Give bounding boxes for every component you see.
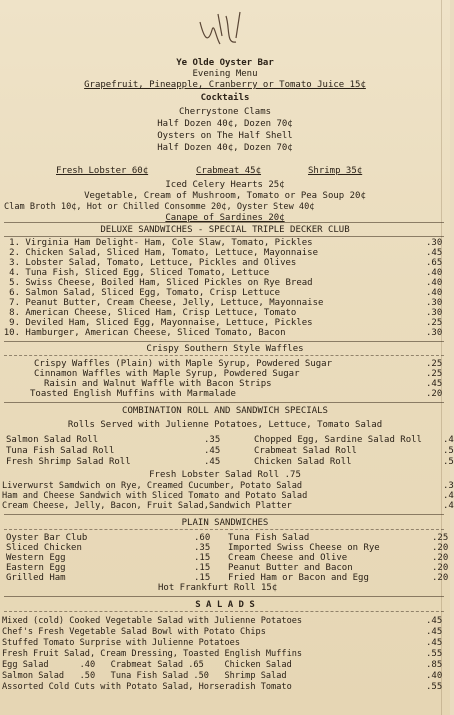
cocktail-line: Oysters on The Half Shell [157, 131, 293, 141]
menu-subtitle: Evening Menu [192, 69, 258, 79]
seafood-lobster: Fresh Lobster 60¢ [56, 166, 149, 176]
plain-right-price: .20 [432, 553, 449, 563]
appetizer-line: Canape of Sardines 20¢ [165, 213, 285, 223]
plain-left-item: Eastern Egg [6, 563, 66, 573]
item-price: .45 [426, 627, 443, 637]
combo-left-price: .35 [204, 435, 221, 445]
menu-title: Ye Olde Oyster Bar [176, 58, 274, 68]
section-rule [4, 529, 444, 530]
menu-item: Stuffed Tomato Surprise with Julienne Potatoes [2, 638, 240, 648]
item-price: .30 [426, 298, 443, 308]
appetizer-line: Clam Broth 10¢, Hot or Chilled Consomme 20¢, Oyster Stew 40¢ [4, 202, 315, 212]
plain-left-price: .15 [194, 573, 211, 583]
menu-item: Fresh Fruit Salad, Cream Dressing, Toasted English Muffins [2, 649, 303, 659]
item-price: .3 [443, 481, 454, 491]
item-price: .45 [426, 248, 443, 258]
plain-left-price: .60 [194, 533, 211, 543]
combo-subheading: Rolls Served with Julienne Potatoes, Lettuce, Tomato Salad [67, 420, 383, 430]
item-price: .25 [426, 369, 443, 379]
plain-right-item: Peanut Butter and Bacon [228, 563, 353, 573]
combo-right-item: Chopped Egg, Sardine Salad Roll [254, 435, 422, 445]
combo-left-price: .45 [204, 446, 221, 456]
plain-heading: PLAIN SANDWICHES [181, 518, 269, 528]
plain-left-item: Grilled Ham [6, 573, 66, 583]
cocktails-heading: Cocktails [200, 93, 250, 103]
lobster-roll: Fresh Lobster Salad Roll .75 [149, 470, 301, 480]
plain-left-item: Oyster Bar Club [6, 533, 88, 543]
section-rule [4, 355, 444, 356]
section-rule [4, 596, 444, 597]
menu-item: Chef's Fresh Vegetable Salad Bowl with Potato Chips [2, 627, 266, 637]
item-price: .4 [443, 501, 454, 511]
plain-left-price: .35 [194, 543, 211, 553]
menu-item: 5. Swiss Cheese, Boiled Ham, Sliced Pickles on Rye Bread [9, 278, 313, 288]
plain-right-price: .25 [432, 533, 449, 543]
item-price: .55 [426, 682, 443, 692]
item-price: .30 [426, 238, 443, 248]
plain-left-price: .15 [194, 563, 211, 573]
item-price: .40 [426, 671, 443, 681]
section-rule [4, 514, 444, 515]
seafood-shrimp: Shrimp 35¢ [308, 166, 363, 176]
plain-left-item: Sliced Chicken [6, 543, 82, 553]
item-price: .45 [426, 379, 443, 389]
menu-item: 2. Chicken Salad, Sliced Ham, Tomato, Lettuce, Mayonnaise [9, 248, 319, 258]
menu-item: Assorted Cold Cuts with Potato Salad, Horseradish Tomato [2, 682, 292, 692]
menu-item: Crispy Waffles (Plain) with Maple Syrup, Powdered Sugar [34, 359, 333, 369]
appetizer-line: Iced Celery Hearts 25¢ [165, 180, 285, 190]
menu-item: 8. American Cheese, Sliced Ham, Crisp Lettuce, Tomato [9, 308, 297, 318]
item-price: .25 [426, 318, 443, 328]
combo-left-item: Salmon Salad Roll [6, 435, 99, 445]
item-price: .30 [426, 328, 443, 338]
menu-item: Egg Salad .40 Crabmeat Salad .65 Chicken Salad [2, 660, 292, 670]
plain-right-item: Tuna Fish Salad [228, 533, 310, 543]
item-price: .4 [443, 491, 454, 501]
combo-right-price: .5 [443, 457, 454, 467]
juices-line: Grapefruit, Pineapple, Cranberry or Tomato Juice 15¢ [84, 80, 366, 90]
waffles-heading: Crispy Southern Style Waffles [146, 344, 304, 354]
plain-left-item: Western Egg [6, 553, 66, 563]
combo-right-item: Chicken Salad Roll [254, 457, 352, 467]
salads-heading: S A L A D S [195, 600, 255, 610]
menu-item: Salmon Salad .50 Tuna Fish Salad .50 Shrimp Salad [2, 671, 287, 681]
menu-item: 7. Peanut Butter, Cream Cheese, Jelly, Lettuce, Mayonnaise [9, 298, 324, 308]
seafood-crabmeat: Crabmeat 45¢ [196, 166, 262, 176]
item-price: .55 [426, 649, 443, 659]
combo-right-item: Crabmeat Salad Roll [254, 446, 357, 456]
section-rule [4, 341, 444, 342]
plain-right-item: Fried Ham or Bacon and Egg [228, 573, 369, 583]
combo-right-price: .5 [443, 446, 454, 456]
menu-item: 10. Hamburger, American Cheese, Sliced Tomato, Bacon [3, 328, 286, 338]
plain-right-price: .20 [432, 573, 449, 583]
item-price: .65 [426, 258, 443, 268]
menu-item: 3. Lobster Salad, Tomato, Lettuce, Pickles and Olives [9, 258, 297, 268]
section-rule [4, 611, 444, 612]
section-rule [4, 236, 444, 237]
menu-item: 4. Tuna Fish, Sliced Egg, Sliced Tomato, Lettuce [9, 268, 270, 278]
item-price: .40 [426, 278, 443, 288]
handwritten-mark [196, 8, 250, 52]
item-price: .40 [426, 288, 443, 298]
item-price: .45 [426, 616, 443, 626]
combo-heading: COMBINATION ROLL AND SANDWICH SPECIALS [122, 406, 328, 416]
menu-item: Cream Cheese, Jelly, Bacon, Fruit Salad,Sandwich Platter [2, 501, 292, 511]
plain-left-price: .15 [194, 553, 211, 563]
cocktail-line: Half Dozen 40¢, Dozen 70¢ [157, 119, 293, 129]
plain-right-price: .20 [432, 563, 449, 573]
section-rule [4, 402, 444, 403]
frankfurt-roll: Hot Frankfurt Roll 15¢ [158, 583, 278, 593]
item-price: .40 [426, 268, 443, 278]
plain-right-item: Imported Swiss Cheese on Rye [228, 543, 380, 553]
combo-left-price: .45 [204, 457, 221, 467]
menu-item: Mixed (cold) Cooked Vegetable Salad with Julienne Potatoes [2, 616, 303, 626]
item-price: .20 [426, 389, 443, 399]
deluxe-heading: DELUXE SANDWICHES - SPECIAL TRIPLE DECKER CLUB [100, 225, 350, 235]
combo-right-price: .4 [443, 435, 454, 445]
section-rule [4, 222, 444, 223]
item-price: .30 [426, 308, 443, 318]
menu-item: Toasted English Muffins with Marmalade [30, 389, 236, 399]
menu-item: Raisin and Walnut Waffle with Bacon Strips [44, 379, 272, 389]
combo-left-item: Tuna Fish Salad Roll [6, 446, 115, 456]
plain-right-item: Cream Cheese and Olive [228, 553, 348, 563]
menu-item: 6. Salmon Salad, Sliced Egg, Tomato, Crisp Lettuce [9, 288, 281, 298]
menu-item: Cinnamon Waffles with Maple Syrup, Powdered Sugar [34, 369, 300, 379]
appetizer-line: Vegetable, Cream of Mushroom, Tomato or Pea Soup 20¢ [84, 191, 366, 201]
plain-right-price: .20 [432, 543, 449, 553]
combo-left-item: Fresh Shrimp Salad Roll [6, 457, 131, 467]
menu-item: 1. Virginia Ham Delight- Ham, Cole Slaw, Tomato, Pickles [9, 238, 313, 248]
item-price: .25 [426, 359, 443, 369]
cocktail-line: Half Dozen 40¢, Dozen 70¢ [157, 143, 293, 153]
menu-item: Ham and Cheese Sandwich with Sliced Tomato and Potato Salad [2, 491, 308, 501]
menu-item: 9. Deviled Ham, Sliced Egg, Mayonnaise, Lettuce, Pickles [9, 318, 313, 328]
item-price: .85 [426, 660, 443, 670]
menu-item: Liverwurst Samdwich on Rye, Creamed Cucumber, Potato Salad [2, 481, 303, 491]
item-price: .45 [426, 638, 443, 648]
cocktail-line: Cherrystone Clams [178, 107, 272, 117]
